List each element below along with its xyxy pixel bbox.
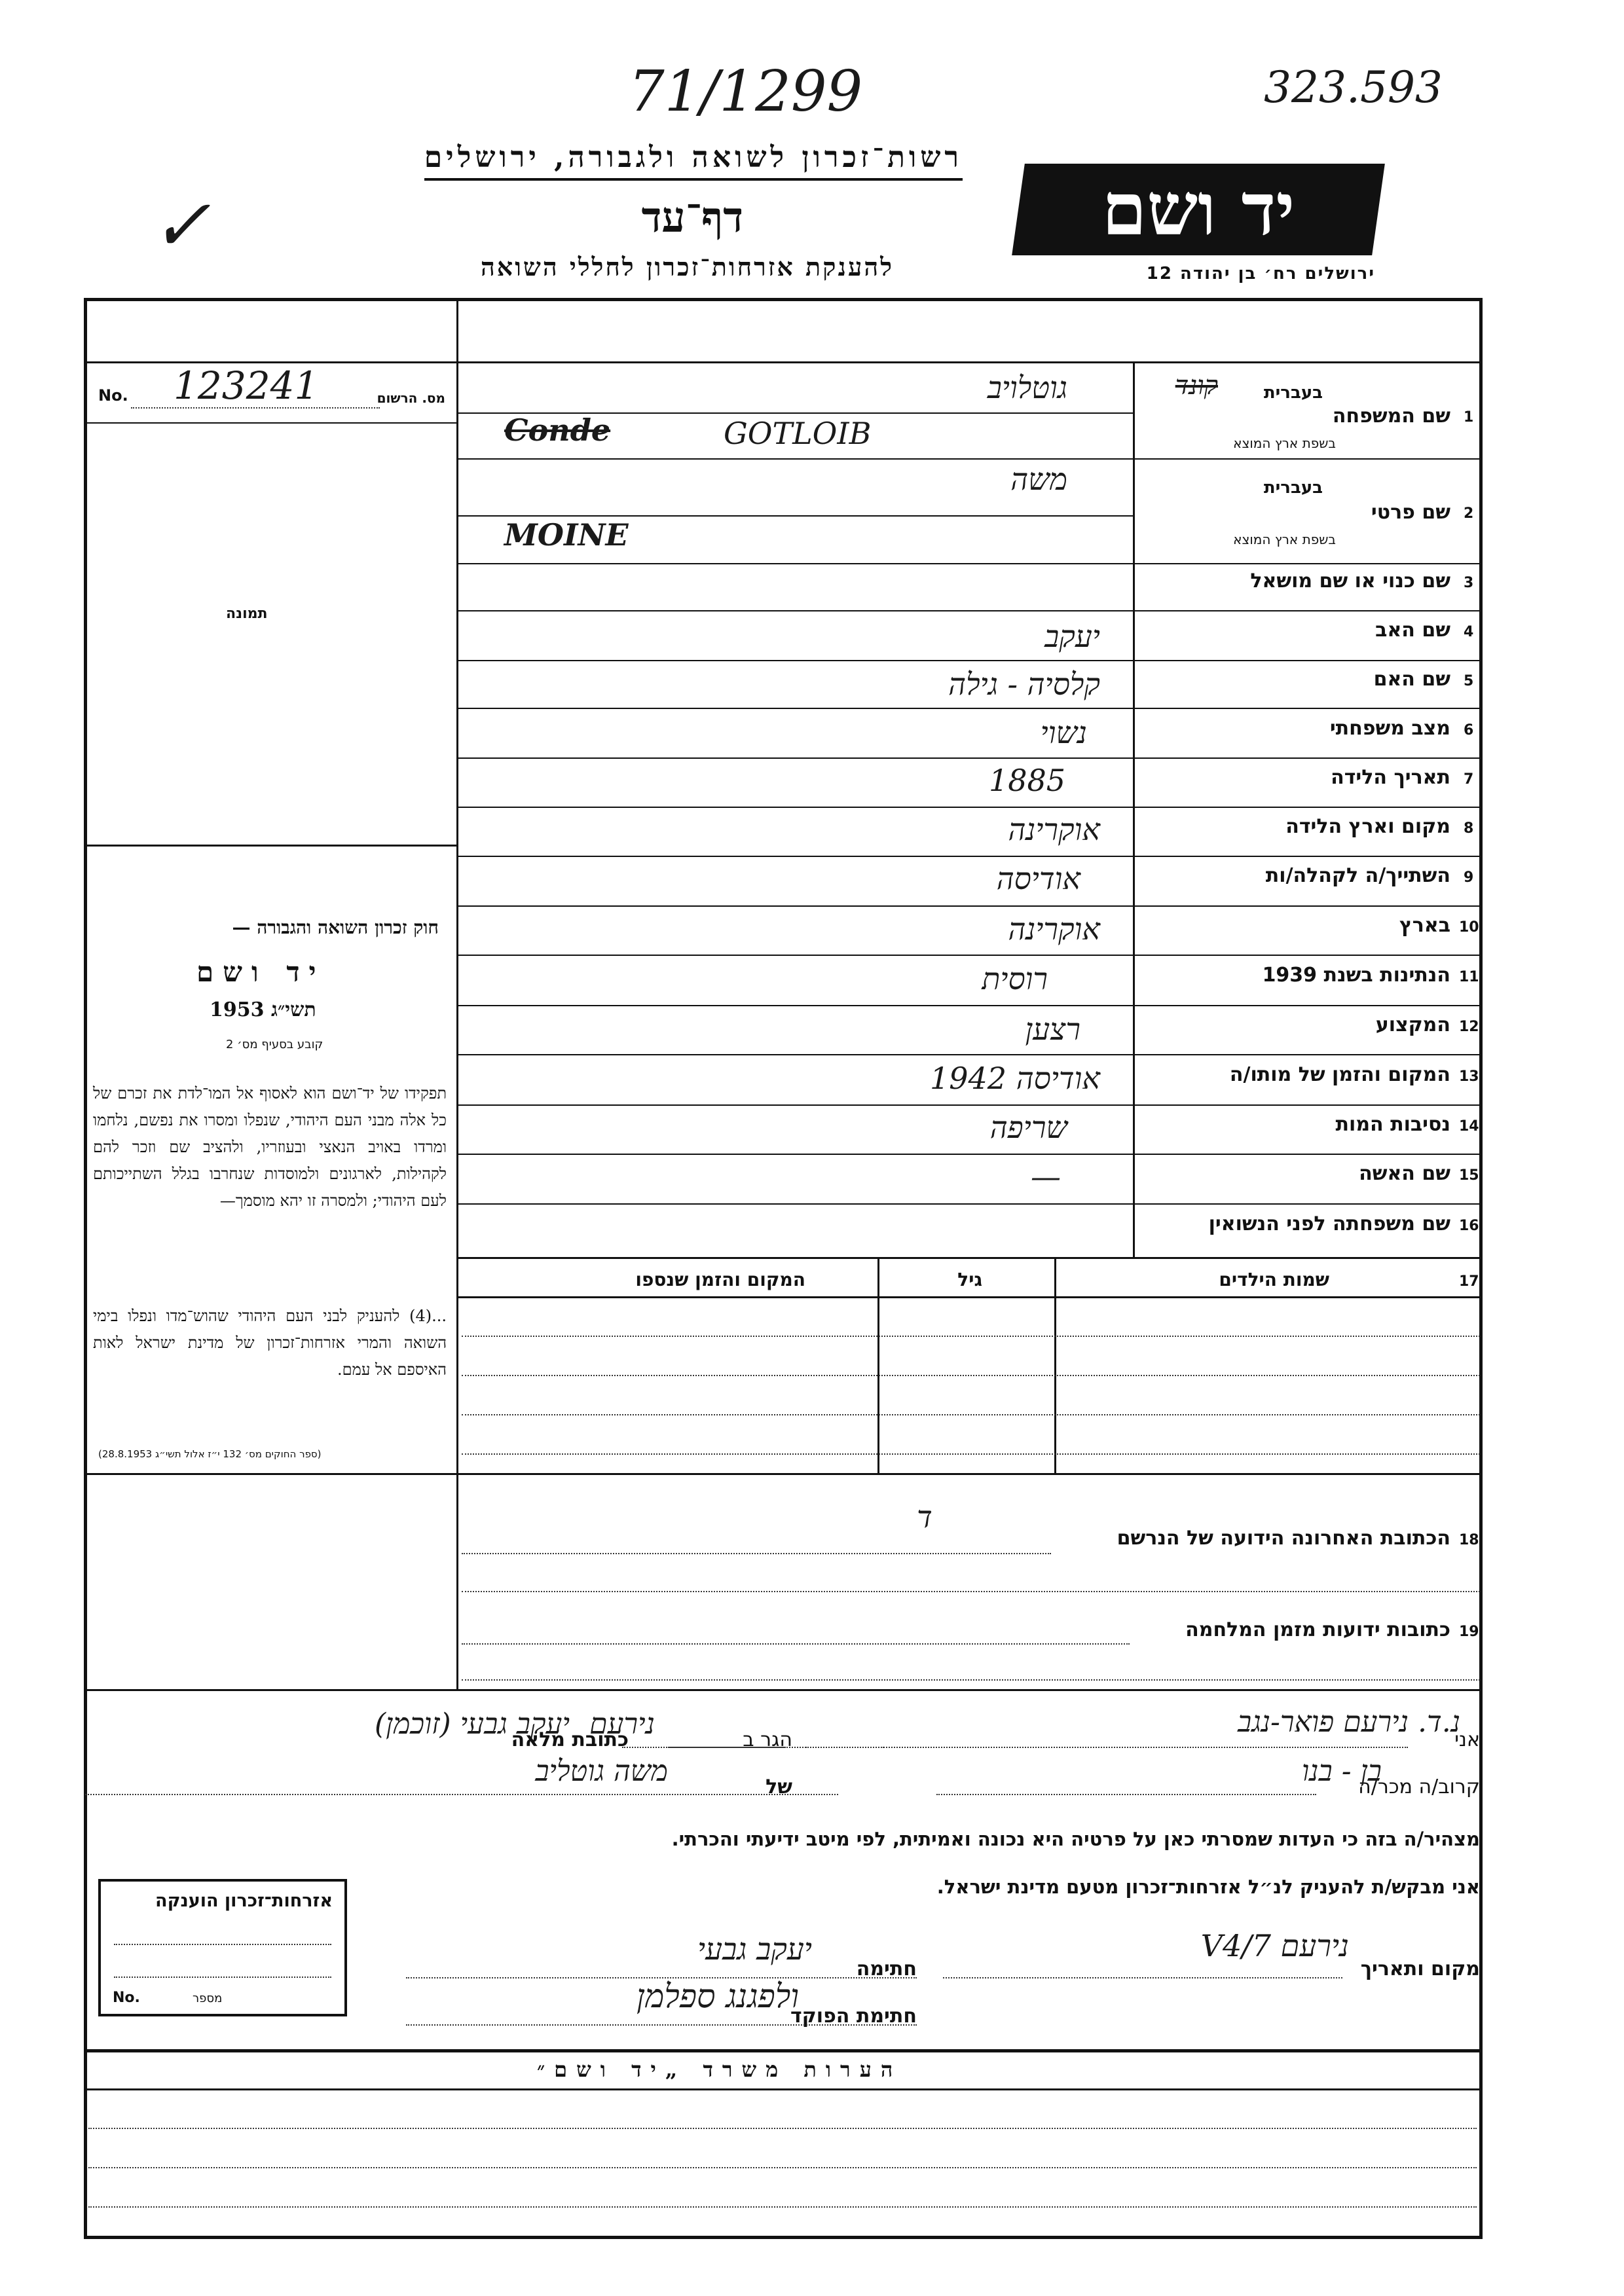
field-1-label: שם המשפחה <box>1332 405 1450 428</box>
field-19-label: כתובות ידועות מזמן המלחמה <box>1185 1618 1450 1641</box>
field-2-sub-origin: בשפת ארץ המוצא <box>1233 532 1336 547</box>
photo-label: תמונה <box>226 606 268 622</box>
witness-name[interactable]: יעקב גבעי (זוכמן) <box>375 1707 570 1741</box>
law-title: חוק זכרון השואה והגבורה — <box>232 917 439 938</box>
law-year: תשי״ג 1953 <box>210 998 316 1021</box>
field-4-value[interactable]: יעקב <box>1044 619 1100 654</box>
field-7-label: תאריך הלידה <box>1331 766 1450 789</box>
declaration-text-2: אני מבקש/ת להעניק לנ״ל אזרחות־זכרון מטעם מדינת ישראל. <box>936 1876 1480 1898</box>
field-4-label: שם האב <box>1375 619 1450 642</box>
field-10-value[interactable]: אוקרינה <box>1008 911 1100 947</box>
yad-vashem-logo <box>1012 164 1385 255</box>
registration-label: מס. הרשום <box>377 390 445 406</box>
field-15-value[interactable]: — <box>1031 1159 1061 1194</box>
field-1-value-latin[interactable]: GOTLOIB <box>724 416 872 451</box>
field-11-number: 11 <box>1459 969 1479 985</box>
field-2-value-latin[interactable]: MOINE <box>504 517 629 553</box>
signature-label: חתימה <box>856 1958 917 1980</box>
logo-text: יד ושם <box>1101 167 1295 251</box>
declaration-ani: אני <box>1454 1728 1480 1751</box>
field-1-number: 1 <box>1464 409 1474 426</box>
law-body-2: ...(4) להעניק לבני העם היהודי שהוש־מדו ונפלו בימי השואה והמרי אזרחות־זכרון של מדינת ישראל לאות האיספם אל עמם. <box>93 1307 447 1379</box>
registration-no-label: No. <box>98 386 128 405</box>
field-1-value-hebrew-struck: קונד <box>1175 371 1218 401</box>
field-19-number: 19 <box>1459 1624 1479 1640</box>
form-subtitle: להענקת אזרחות־זכרון לחללי השואה <box>480 252 894 282</box>
law-clause: קובע בסעיף מס׳ 2 <box>226 1038 323 1051</box>
field-18-value[interactable]: ד <box>917 1499 932 1535</box>
witness-city[interactable]: נירעם <box>589 1707 655 1741</box>
field-3-number: 3 <box>1464 575 1474 591</box>
of-label: של <box>766 1776 792 1798</box>
field-12-label: המקצוע <box>1375 1013 1450 1036</box>
field-18-label: הכתובת האחרונה הידועה של הנרשם <box>1116 1527 1450 1550</box>
place-date[interactable]: נירעם 7/V4 <box>1200 1928 1349 1963</box>
stamp-box-title: אזרחות־זכרון הוענקה <box>155 1891 333 1911</box>
field-7-value[interactable]: 1885 <box>989 763 1066 798</box>
children-names-header: שמות הילדים <box>1219 1269 1329 1290</box>
children-place-header: המקום והזמן שנספו <box>635 1269 805 1290</box>
relative-label: קרוב/ה מכר/ה <box>1358 1776 1480 1798</box>
relation[interactable]: בן - בנו <box>1301 1755 1382 1788</box>
field-15-number: 15 <box>1459 1167 1479 1184</box>
field-6-value[interactable]: נשוי <box>1040 715 1087 750</box>
field-8-value[interactable]: אוקרינה <box>1008 812 1100 847</box>
field-3-label: שם כנוי או שם מושאל <box>1250 570 1450 592</box>
law-reference: (ספר החוקים מס׳ 132 י״ז אלול תשי״ג 28.8.1953) <box>98 1448 322 1460</box>
field-9-label: השתייך/ה לקהלה/ות <box>1265 864 1450 887</box>
witness-signature[interactable]: יעקב גבעי <box>697 1931 812 1967</box>
field-4-number: 4 <box>1464 624 1474 640</box>
officer-signature[interactable]: ולפגנג ספלמן <box>637 1977 799 2015</box>
stamp-box-no: No. <box>113 1990 140 2006</box>
place-date-label: מקום ותאריך <box>1360 1958 1480 1980</box>
field-1-value-hebrew[interactable]: גוטלויב <box>987 370 1067 405</box>
field-5-number: 5 <box>1464 673 1474 689</box>
check-mark: ✓ <box>151 183 212 267</box>
field-16-number: 16 <box>1459 1218 1479 1234</box>
field-11-label: הנתינות בשנת 1939 <box>1262 964 1450 987</box>
field-8-number: 8 <box>1464 820 1474 837</box>
field-18-number: 18 <box>1459 1532 1479 1548</box>
field-10-number: 10 <box>1459 919 1479 936</box>
form-title: דף־עד <box>641 193 743 242</box>
field-14-number: 14 <box>1459 1118 1479 1135</box>
field-2-value-hebrew[interactable]: משה <box>1010 462 1067 497</box>
declaration-text-1: מצהיר/ה בזה כי העדות שמסרתי כאן על פרטיה היא נכונה ואמיתית, לפי מיטב ידיעתי והכרתי. <box>671 1828 1480 1850</box>
field-15-label: שם האשה <box>1359 1162 1450 1185</box>
field-5-value[interactable]: קלסיה - גילה <box>948 666 1100 702</box>
office-notes-title: הערות משרד „יד ושם״ <box>537 2057 902 2082</box>
field-10-label: בארץ <box>1399 914 1450 937</box>
law-body-1: תפקידו של יד־ושם הוא לאסוף אל המו־לדת את זכרם של כל אלה מבני העם היהודי, שנפלו ומסרו את נפשם, נלחמו ומרדו באויב הנאצי ובעוזריו, ולהציב שם וזכר להם לקהילות, לארגונים ולמוסדות שנחרבו בגלל השתייכותם לעם היהודי; ולמסרה זו יהא מוסמך— <box>93 1084 447 1210</box>
field-12-number: 12 <box>1459 1019 1479 1035</box>
field-1-sub-hebrew: בעברית <box>1263 383 1323 403</box>
field-9-value[interactable]: אודיסה <box>996 861 1080 896</box>
law-name: יד ושם <box>196 956 325 988</box>
field-14-value[interactable]: שריפה <box>989 1110 1067 1145</box>
address: ירושלים רח׳ בן יהודה 12 <box>1146 264 1375 283</box>
citizenship-stamp-box <box>98 1879 347 2016</box>
field-11-value[interactable]: רוסית <box>982 961 1048 996</box>
field-1-value-latin-struck: Conde <box>504 412 611 448</box>
field-13-number: 13 <box>1459 1068 1479 1085</box>
field-16-label: שם משפחתה לפני הנשואין <box>1208 1212 1450 1235</box>
archive-number-handwritten: 323.593 <box>1264 62 1443 113</box>
authority-name: רשות־זכרון לשואה ולגבורה, ירושלים <box>424 141 963 181</box>
field-2-number: 2 <box>1464 505 1474 522</box>
field-14-label: נסיבות המות <box>1335 1113 1450 1136</box>
field-13-value[interactable]: אודיסה 1942 <box>930 1061 1100 1096</box>
field-7-number: 7 <box>1464 771 1474 788</box>
officer-signature-label: חתימת הפוקד <box>790 2005 917 2028</box>
field-9-number: 9 <box>1464 869 1474 886</box>
field-1-sub-origin: בשפת ארץ המוצא <box>1233 435 1336 451</box>
field-5-label: שם האם <box>1373 668 1450 691</box>
full-address[interactable]: נ.ד. נירעם פואר-נגב <box>1237 1705 1460 1739</box>
field-17-number: 17 <box>1459 1273 1479 1290</box>
children-age-header: גיל <box>957 1269 982 1290</box>
field-2-sub-hebrew: בעברית <box>1263 478 1323 498</box>
declaration-gar-b: הגר ב <box>743 1728 792 1751</box>
field-6-label: מצב משפחתי <box>1329 717 1450 740</box>
field-13-label: המקום והזמן של מותו/ה <box>1229 1063 1450 1086</box>
stamp-box-mispar: מספר <box>193 1992 223 2005</box>
of-person[interactable]: משה גוטליב <box>535 1755 668 1788</box>
file-reference-handwritten: 71/1299 <box>629 59 863 124</box>
field-8-label: מקום וארץ הלידה <box>1285 815 1450 838</box>
full-address-label: כתובת מלאה <box>511 1728 629 1751</box>
field-12-value[interactable]: רצען <box>1025 1011 1080 1047</box>
field-6-number: 6 <box>1464 722 1474 738</box>
field-2-label: שם פרטי <box>1371 501 1450 524</box>
registration-no-value: 123241 <box>174 363 319 408</box>
